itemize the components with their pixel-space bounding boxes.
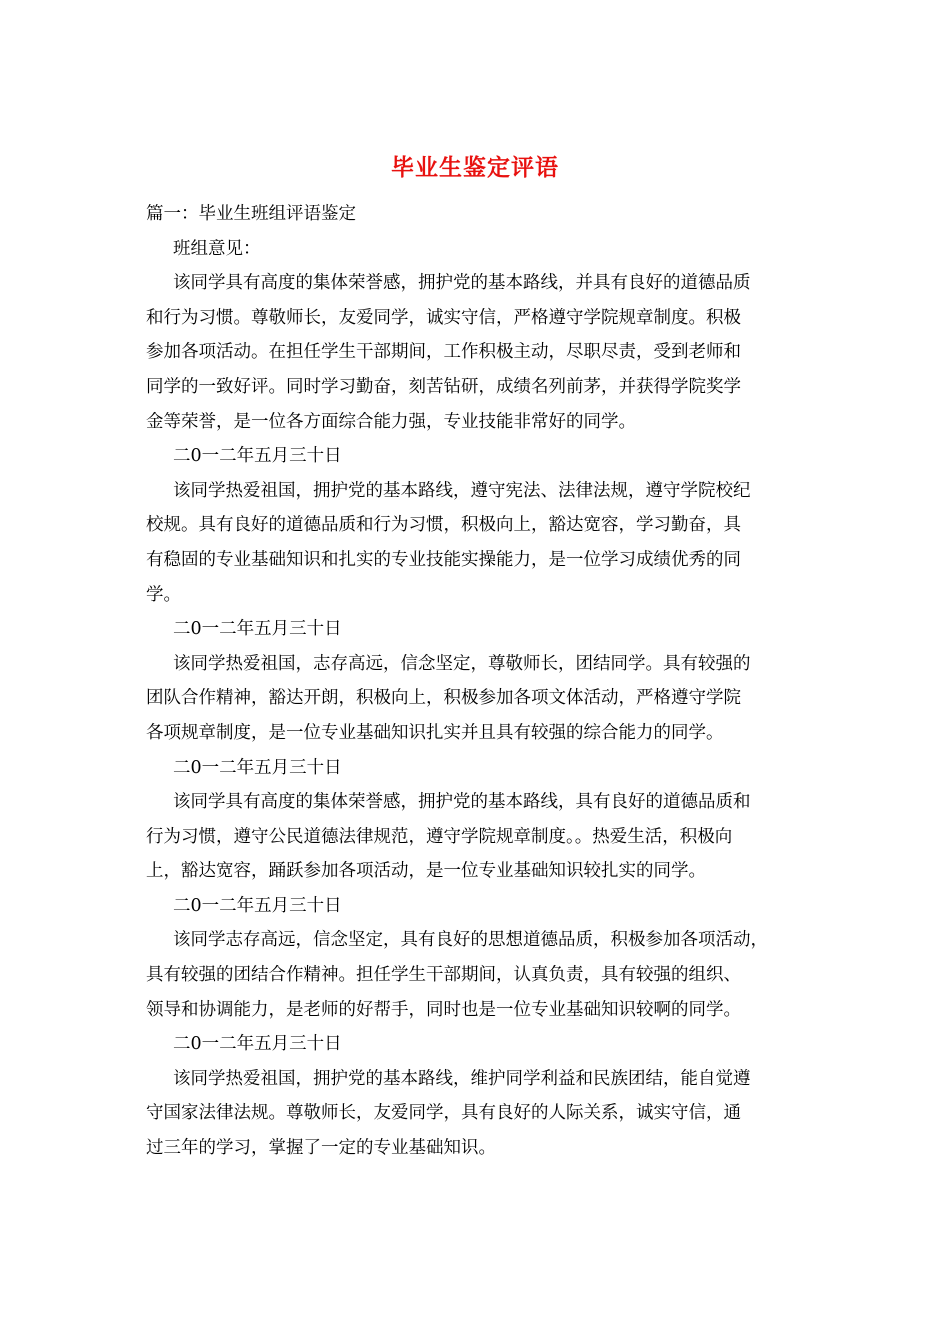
text-line: 各项规章制度，是一位专业基础知识扎实并且具有较强的综合能力的同学。	[146, 722, 724, 743]
text-line: 该同学热爱祖国，拥护党的基本路线，维护同学利益和民族团结，能自觉遵	[173, 1068, 751, 1089]
text-line: 团队合作精神，豁达开朗，积极向上，积极参加各项文体活动，严格遵守学院	[146, 688, 741, 709]
text-line: 学。	[146, 584, 181, 605]
text-line: 该同学热爱祖国，拥护党的基本路线，遵守宪法、法律法规，遵守学院校纪	[173, 480, 751, 501]
text-line: 上，豁达宽容，踊跃参加各项活动，是一位专业基础知识较扎实的同学。	[146, 861, 706, 882]
text-line: 班组意见：	[173, 238, 261, 259]
text-line: 守国家法律法规。尊敬师长，友爱同学，具有良好的人际关系，诚实守信，通	[146, 1103, 741, 1124]
text-line: 该同学具有高度的集体荣誉感，拥护党的基本路线，并具有良好的道德品质	[173, 273, 751, 294]
text-line: 该同学具有高度的集体荣誉感，拥护党的基本路线，具有良好的道德品质和	[173, 792, 751, 813]
document-title: 毕业生鉴定评语	[391, 154, 559, 181]
document-body	[146, 197, 814, 1166]
text-line: 校规。具有良好的道德品质和行为习惯，积极向上，豁达宽容，学习勤奋，具	[146, 515, 741, 536]
text-line: 二0一二年五月三十日	[173, 1034, 342, 1055]
text-line: 参加各项活动。在担任学生干部期间，工作积极主动，尽职尽责，受到老师和	[146, 342, 741, 363]
text-line: 二0一二年五月三十日	[173, 619, 342, 640]
text-line: 领导和协调能力，是老师的好帮手，同时也是一位专业基础知识较啊的同学。	[146, 999, 741, 1020]
text-line: 过三年的学习，掌握了一定的专业基础知识。	[146, 1138, 496, 1159]
text-line: 和行为习惯。尊敬师长，友爱同学，诚实守信，严格遵守学院规章制度。积极	[146, 307, 741, 328]
text-line: 二0一二年五月三十日	[173, 757, 342, 778]
text-line: 该同学志存高远，信念坚定，具有良好的思想道德品质，积极参加各项活动，	[173, 930, 768, 951]
text-line: 二0一二年五月三十日	[173, 895, 342, 916]
text-line: 篇一：毕业生班组评语鉴定	[146, 204, 356, 224]
text-line: 行为习惯，遵守公民道德法律规范，遵守学院规章制度。。热爱生活，积极向	[146, 826, 733, 847]
text-line: 同学的一致好评。同时学习勤奋，刻苦钻研，成绩名列前茅，并获得学院奖学	[146, 376, 741, 397]
text-line: 该同学热爱祖国，志存高远，信念坚定，尊敬师长，团结同学。具有较强的	[173, 653, 751, 674]
text-line: 有稳固的专业基础知识和扎实的专业技能实操能力，是一位学习成绩优秀的同	[146, 549, 741, 570]
text-line: 金等荣誉，是一位各方面综合能力强，专业技能非常好的同学。	[146, 411, 636, 432]
text-line: 具有较强的团结合作精神。担任学生干部期间，认真负责，具有较强的组织、	[146, 965, 741, 986]
text-line: 二0一二年五月三十日	[173, 446, 342, 467]
